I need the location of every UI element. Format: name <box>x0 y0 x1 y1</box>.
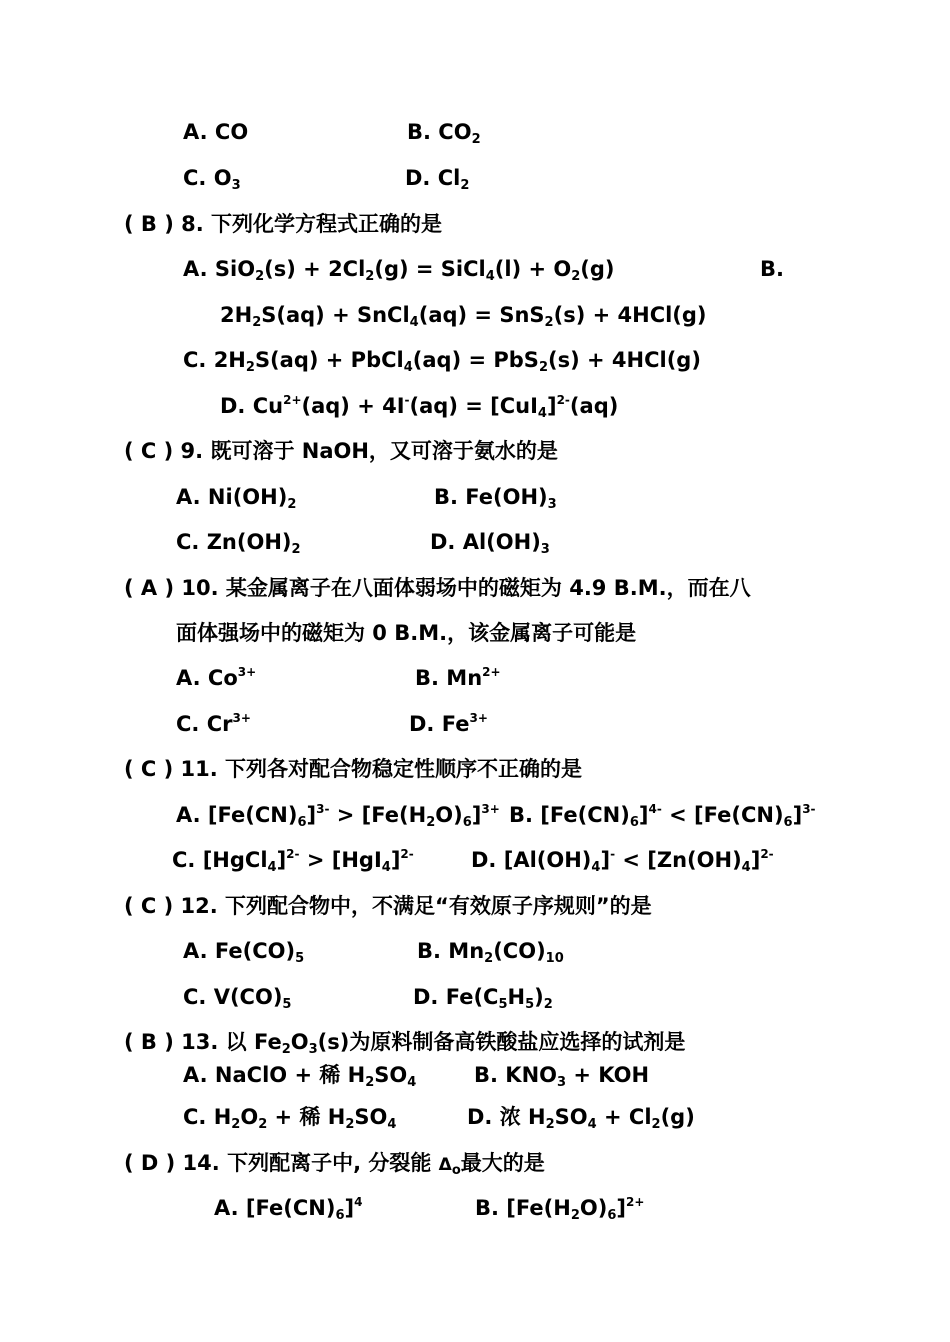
q9-option-a: A. $Ni(OH)_2$ <box>176 485 297 512</box>
q7-option-c: C. $O_3$ <box>183 166 241 193</box>
q8-stem: ( B ) 8. 下列化学方程式正确的是 <box>124 212 443 236</box>
q7-option-b: B. $CO_2$ <box>407 120 481 147</box>
q9-option-d: D. $Al(OH)_3$ <box>430 530 550 557</box>
q14-option-b: B. $[Fe(H_2O)_6]^{2+}$ <box>475 1195 645 1223</box>
q12-option-a: A. $Fe(CO)_5$ <box>183 939 305 966</box>
q12-option-b: B. $Mn_2(CO)_{10}$ <box>417 939 564 966</box>
q8-option-b-label: B. <box>760 257 784 281</box>
q10-option-b: B. $Mn^{2+}$ <box>415 665 501 690</box>
q11-stem: ( C ) 11. 下列各对配合物稳定性顺序不正确的是 <box>124 757 583 781</box>
delta-symbol: Δ <box>438 1155 452 1175</box>
q11-option-a: A. $[Fe(CN)_6]^{3-} > [Fe(H_2O)_6]^{3+}$ <box>176 802 500 830</box>
q10-stem: ( A ) 10. 某金属离子在八面体弱场中的磁矩为 4.9 B.M.，而在八 <box>124 576 751 600</box>
q8-option-a: A. $SiO_2(s) + 2Cl_2(g)$ = SiCl$_4$(l) + $O_2(g)$ <box>183 257 615 284</box>
q11-option-d: D. $[Al(OH)_4]^- < [Zn(OH)_4]^{2-}$ <box>471 847 774 875</box>
q9-option-b: B. $Fe(OH)_3$ <box>434 485 557 512</box>
q13-option-d: D. 浓 $H_2SO_4 + Cl_2(g)$ <box>467 1105 695 1132</box>
q12-stem: ( C ) 12. 下列配合物中，不满足“有效原子序规则”的是 <box>124 894 652 918</box>
q10-option-a: A. $Co^{3+}$ <box>176 665 257 690</box>
q8-option-c: C. $2H_2S(aq)$ + PbCl$_4$(aq) = PbS$_2$(s) + 4HCl(g) <box>183 348 701 375</box>
q8-option-d: D. $Cu^{2+}(aq) + 4I^-(aq) = [CuI_4]^{2-}(aq)$ <box>220 393 619 421</box>
q7-option-a: A. CO <box>183 120 249 144</box>
q13-option-c: C. $H_2O_2$ + 稀 $H_2SO_4$ <box>183 1105 397 1132</box>
q10-stem-continued: 面体强场中的磁矩为 0 B.M.，该金属离子可能是 <box>176 621 637 645</box>
q11-option-c: C. [HgCl$_4$]$^{2-}$ > $[HgI_4]^{2-}$ <box>172 847 414 875</box>
q14-option-a: A. $[Fe(CN)_6]^4$ <box>214 1195 363 1223</box>
q9-option-c: C. $Zn(OH)_2$ <box>176 530 301 557</box>
q11-option-b: B. $[Fe(CN)_6]^{4-} < [Fe(CN)_6]^{3-}$ <box>509 802 816 830</box>
q14-stem: ( D ) 14. 下列配离子中, 分裂能 $\Delta_o$最大的是 <box>124 1151 545 1178</box>
q10-option-d: D. $Fe^{3+}$ <box>409 711 488 736</box>
q7-option-d: D. $Cl_2$ <box>405 166 470 193</box>
q12-option-d: D. $Fe(C_5H_5)_2$ <box>413 985 553 1012</box>
q8-option-b: $2H_2S(aq)$ + SnCl$_4$(aq) = SnS$_2$(s) + 4HCl(g) <box>220 303 707 330</box>
q13-stem: ( B ) 13. 以 $Fe_2O_3(s)$为原料制备高铁酸盐应选择的试剂是 <box>124 1030 686 1057</box>
q12-option-c: C. $V(CO)_5$ <box>183 985 292 1012</box>
q13-option-b: B. $KNO_3$ + KOH <box>474 1063 650 1090</box>
q10-option-c: C. $Cr^{3+}$ <box>176 711 251 736</box>
q13-option-a: A. NaClO + 稀 $H_2SO_4$ <box>183 1063 417 1090</box>
q9-stem: ( C ) 9. 既可溶于 NaOH，又可溶于氨水的是 <box>124 439 558 463</box>
